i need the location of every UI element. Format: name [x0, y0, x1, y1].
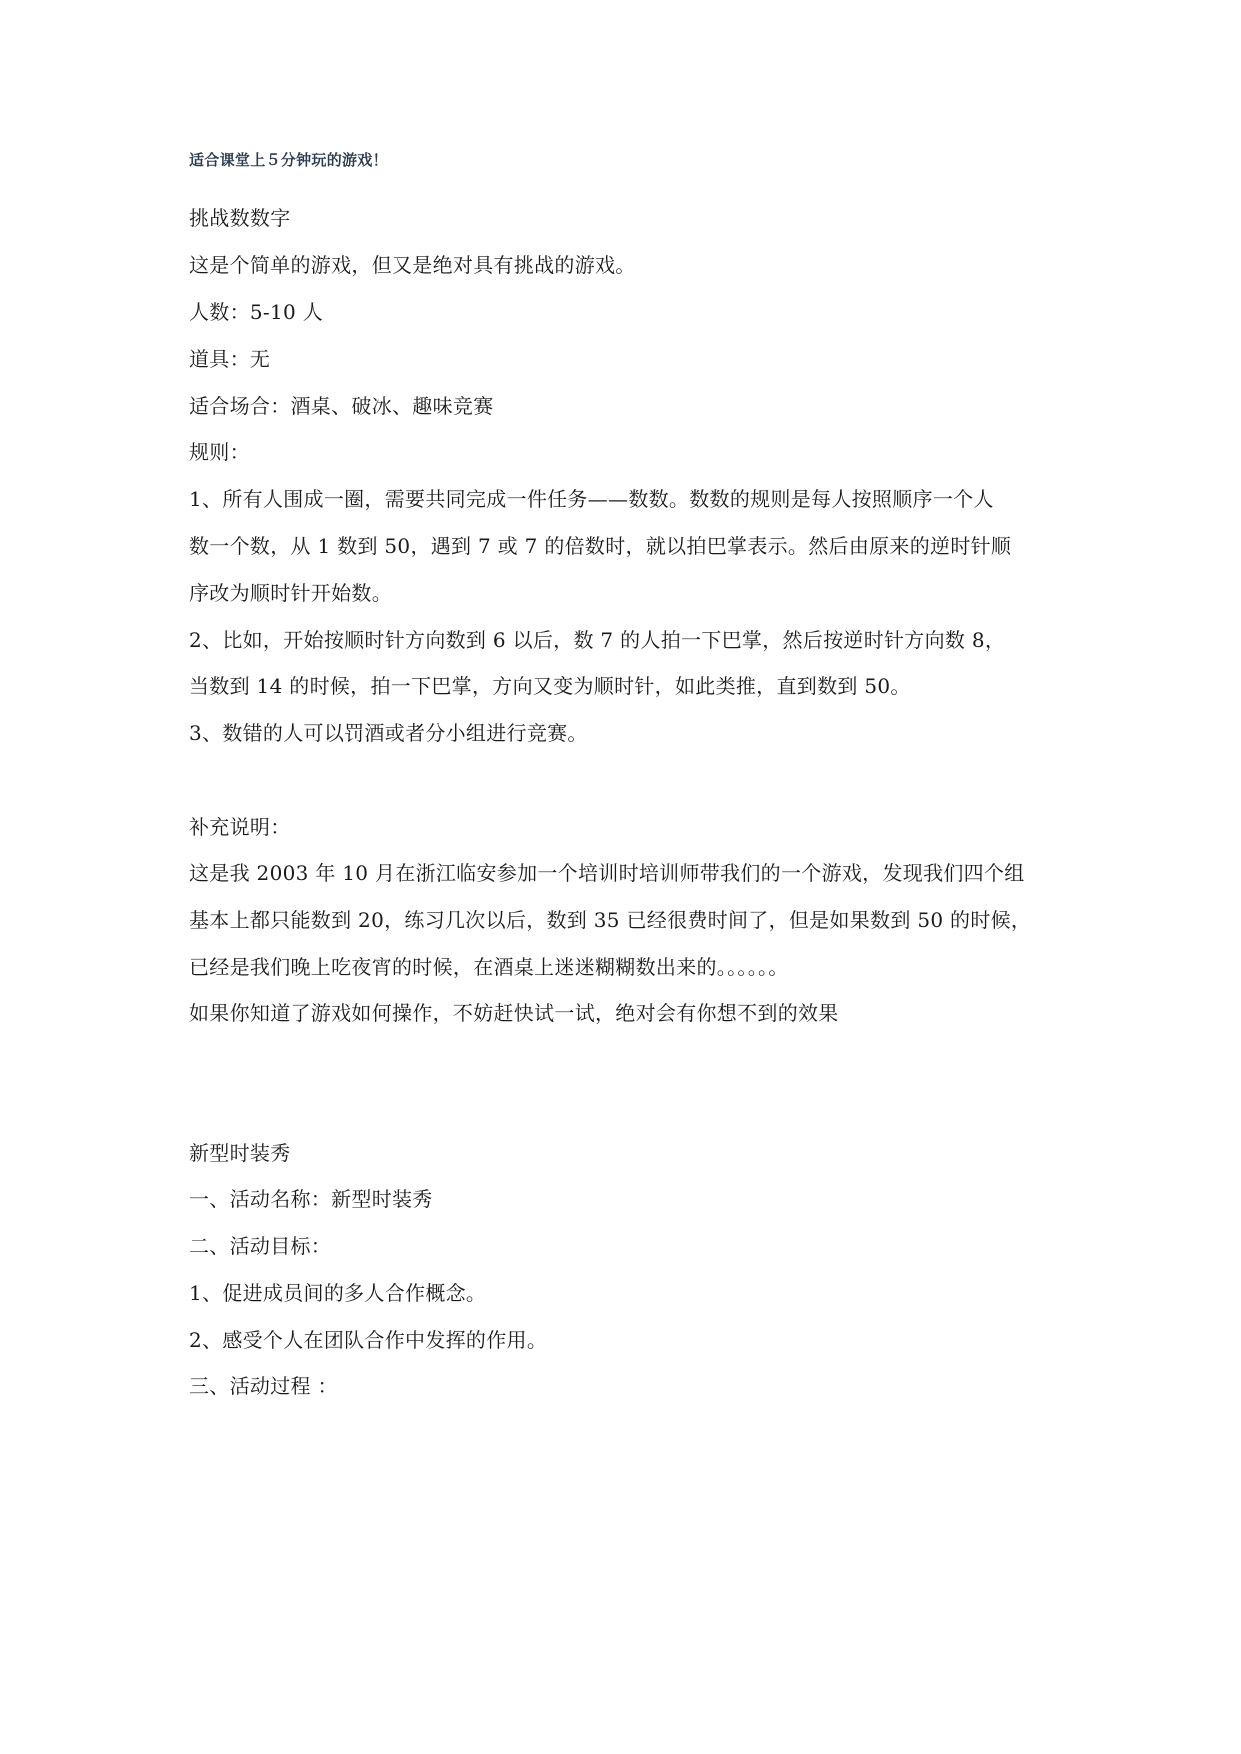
- game1-occasion: 适合场合：酒桌、破冰、趣味竞赛: [189, 394, 494, 418]
- supplement-line2: 基本上都只能数到 20，练习几次以后，数到 35 已经很费时间了，但是如果数到 50 的时候，: [189, 908, 1032, 932]
- game1-rule1-line2: 数一个数，从 1 数到 50，遇到 7 或 7 的倍数时，就以拍巴掌表示。然后由原来的逆时针顺: [189, 534, 1012, 558]
- game1-rule2-line1: 2、比如，开始按顺时针方向数到 6 以后，数 7 的人拍一下巴掌，然后按逆时针方向数 8，: [189, 628, 1006, 652]
- supplement-heading: 补充说明：: [189, 815, 291, 839]
- game2-goal1: 1、促进成员间的多人合作概念。: [189, 1281, 487, 1305]
- game1-rule1-line3: 序改为顺时针开始数。: [189, 581, 392, 605]
- document-title: 适合课堂上５分钟玩的游戏！: [189, 151, 388, 169]
- game1-rule2-line2: 当数到 14 的时候，拍一下巴掌，方向又变为顺时针，如此类推，直到数到 50。: [189, 674, 911, 698]
- supplement-line1: 这是我 2003 年 10 月在浙江临安参加一个培训时培训师带我们的一个游戏，发现我们四个组: [189, 861, 1025, 885]
- game2-name: 新型时装秀: [189, 1141, 291, 1165]
- game1-rule3: 3、数错的人可以罚酒或者分小组进行竞赛。: [189, 721, 588, 745]
- game1-props: 道具：无: [189, 347, 271, 371]
- game1-rules-heading: 规则：: [189, 440, 250, 464]
- game1-intro: 这是个简单的游戏，但又是绝对具有挑战的游戏。: [189, 253, 636, 277]
- supplement-line3: 已经是我们晚上吃夜宵的时候，在酒桌上迷迷糊糊数出来的。。。。。。: [189, 955, 789, 979]
- game2-activity-name: 一、活动名称：新型时装秀: [189, 1187, 433, 1211]
- game2-goal2: 2、感受个人在团队合作中发挥的作用。: [189, 1328, 548, 1352]
- game1-players: 人数：5-10 人: [189, 300, 323, 324]
- game1-rule1-line1: 1、所有人围成一圈，需要共同完成一件任务——数数。数数的规则是每人按照顺序一个人: [189, 487, 994, 511]
- game1-name: 挑战数数字: [189, 206, 291, 230]
- game2-process-heading: 三、活动过程 ：: [189, 1374, 338, 1398]
- game2-goal-heading: 二、活动目标：: [189, 1234, 332, 1258]
- closing-line: 如果你知道了游戏如何操作，不妨赶快试一试，绝对会有你想不到的效果: [189, 1001, 839, 1025]
